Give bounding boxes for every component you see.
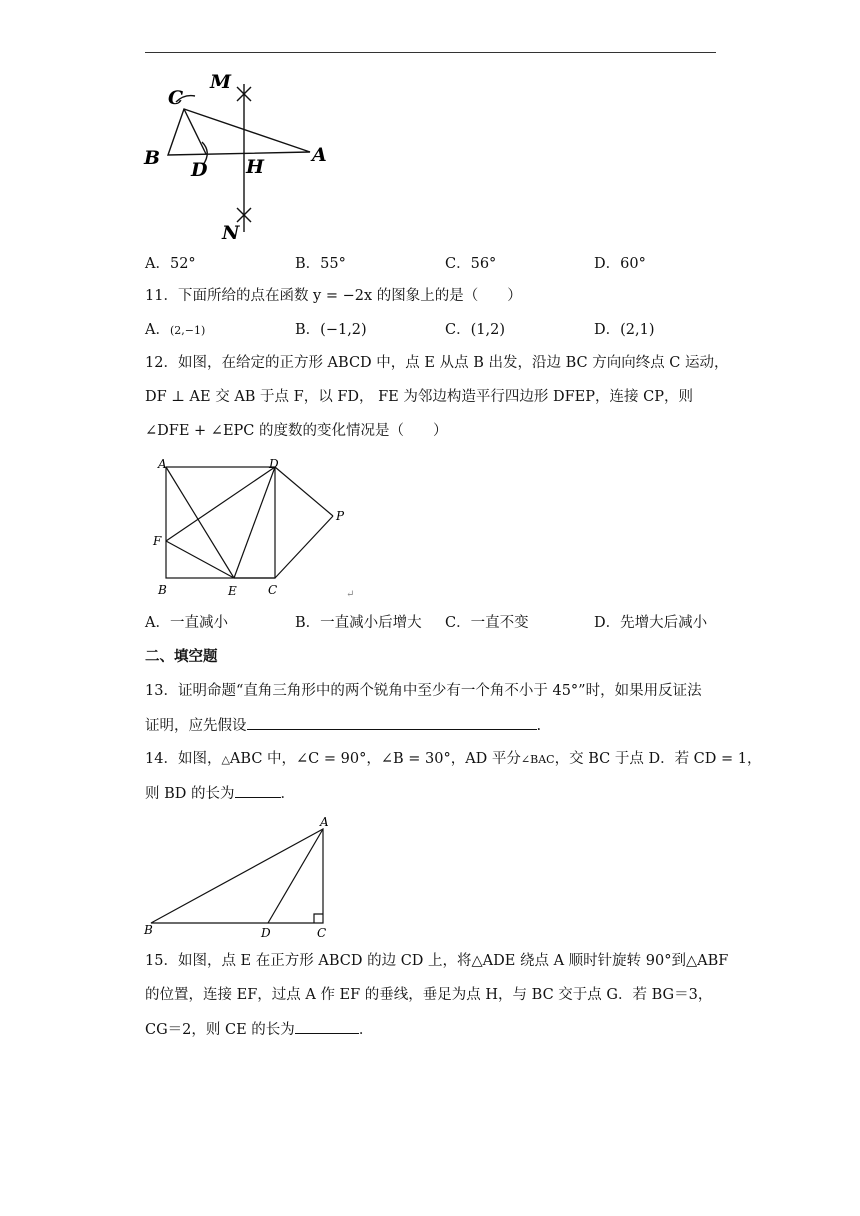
q12-label-A: A [158,457,167,471]
q14-triangle-symbol: △ [221,753,230,766]
q14-text-c: ，交 BC 于点 D．若 CD = 1， [554,751,762,767]
q10-option-c[interactable]: C．56° [445,256,497,272]
q14-answer-blank[interactable] [235,783,281,798]
q15-line-3-text: CG＝2，则 CE 的长为 [145,1022,295,1038]
q12-label-F: F [153,534,162,548]
q14-line-1 [145,749,762,770]
q11-option-a-value: (2,−1) [169,324,206,337]
q14-line-2-text: 则 BD 的长为 [145,786,235,802]
q11-option-d-value: (2,1) [620,322,655,338]
q15-line-2: 的位置，连接 EF，过点 A 作 EF 的垂线，垂足为点 H，与 BC 交于点 G．若 BG＝3， [145,987,713,1003]
q12-return-mark: ↵ [346,589,355,600]
q14-text-b: ABC 中，∠C = 90°，∠B = 30°，AD 平分 [229,751,521,767]
q12-option-d[interactable]: D．先增大后减小 [594,615,708,631]
q12-label-E: E [228,584,237,598]
q10-label-A: A [312,144,327,166]
q10-figure [140,62,340,247]
q12-label-B: B [158,583,167,597]
q11-option-b-value: (−1,2) [320,322,367,338]
q14-label-C: C [317,926,327,940]
q13-line-2-end: . [536,718,542,734]
q11-option-a[interactable] [145,320,205,341]
q10-label-C: C [168,87,184,109]
q13-line-2 [145,715,541,736]
q14-text-a: 14．如图， [145,751,222,767]
q10-label-B: B [144,147,161,169]
q10-label-M: M [210,71,232,93]
q14-line-2-end: ． [280,786,295,802]
q11-option-d-letter: D． [594,322,621,338]
q14-figure [140,812,340,942]
q10-option-a[interactable]: A．52° [145,256,196,272]
q13-line-1: 13．证明命题“直角三角形中的两个锐角中至少有一个角不小于 45°”时，如果用反证法 [145,683,702,699]
q12-label-C: C [268,583,278,597]
q11-option-c-letter: C． [445,322,471,338]
q10-label-D: D [191,159,208,181]
q12-line-3: ∠DFE + ∠EPC 的度数的变化情况是（ ） [145,423,448,439]
q14-label-A: A [320,815,329,829]
q12-option-b[interactable]: B．一直减小后增大 [295,615,422,631]
q12-line-2: DF ⊥ AE 交 AB 于点 F，以 FD， FE 为邻边构造平行四边形 DFEP，连接 CP，则 [145,389,693,405]
q10-label-N: N [222,222,240,244]
q11-option-c[interactable] [445,320,505,340]
q14-label-D: D [261,926,271,940]
q14-line-2 [145,783,295,804]
q11-option-b[interactable] [295,320,367,340]
q14-label-B: B [144,923,153,937]
q15-line-3-end: ． [358,1022,374,1038]
q12-option-a[interactable]: A．一直减小 [145,615,228,631]
q13-line-2-text: 证明，应先假设 [145,718,247,734]
q11-option-d[interactable] [594,320,655,340]
q11-option-a-letter: A． [145,322,170,338]
q14-angle-bac: ∠BAC [520,753,555,766]
q15-answer-blank[interactable] [295,1019,359,1034]
q11-option-c-value: (1,2) [470,322,505,338]
q12-line-1: 12．如图，在给定的正方形 ABCD 中，点 E 从点 B 出发，沿边 BC 方向向终点 C 运动， [145,355,729,371]
q15-line-3 [145,1019,373,1040]
q12-figure [148,455,368,603]
q10-label-H: H [246,156,264,178]
q15-line-1: 15．如图，点 E 在正方形 ABCD 的边 CD 上，将△ADE 绕点 A 顺时针旋转 90°到△ABF [145,953,729,969]
q12-option-c[interactable]: C．一直不变 [445,615,529,631]
q10-option-b[interactable]: B．55° [295,256,346,272]
q10-option-d[interactable]: D．60° [594,256,646,272]
q11-option-b-letter: B． [295,322,321,338]
q13-answer-blank[interactable] [247,715,537,730]
q12-label-P: P [336,509,345,523]
header-rule [145,52,716,53]
q11-stem: 11．下面所给的点在函数 y = −2x 的图象上的是（ ） [145,288,522,304]
section-2-title: 二、填空题 [145,648,218,665]
q12-label-D: D [269,457,279,471]
